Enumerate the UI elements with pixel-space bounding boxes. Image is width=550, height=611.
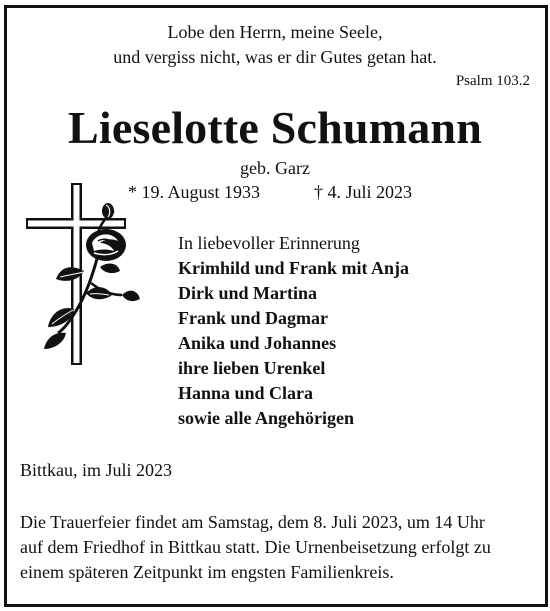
mourner-line: sowie alle Angehörigen xyxy=(178,408,354,428)
mourners-intro: In liebevoller Erinnerung xyxy=(178,233,360,253)
deceased-name: Lieselotte Schumann xyxy=(68,102,482,153)
birth-date: * 19. August 1933 xyxy=(128,182,261,202)
mourner-line: ihre lieben Urenkel xyxy=(178,358,326,378)
mourner-line: Anika und Johannes xyxy=(178,333,337,353)
mourner-line: Hanna und Clara xyxy=(178,383,314,403)
death-date: † 4. Juli 2023 xyxy=(314,182,413,202)
maiden-name: geb. Garz xyxy=(240,158,310,178)
funeral-notice-line-3: einem späteren Zeitpunkt im engsten Familienkreis. xyxy=(20,562,394,582)
place-and-date: Bittkau, im Juli 2023 xyxy=(20,460,173,480)
funeral-notice-line-2: auf dem Friedhof in Bittkau statt. Die Urnenbeisetzung erfolgt zu xyxy=(20,537,491,557)
cross-with-rose-icon xyxy=(26,183,146,373)
psalm-reference: Psalm 103.2 xyxy=(455,73,530,89)
mourner-line: Krimhild und Frank mit Anja xyxy=(178,258,410,278)
verse-line-2: und vergiss nicht, was er dir Gutes getan hat. xyxy=(113,47,437,67)
mourner-line: Dirk und Martina xyxy=(178,283,318,303)
mourner-line: Frank und Dagmar xyxy=(178,308,329,328)
funeral-notice-line-1: Die Trauerfeier findet am Samstag, dem 8. Juli 2023, um 14 Uhr xyxy=(20,512,485,532)
verse-line-1: Lobe den Herrn, meine Seele, xyxy=(167,22,383,42)
